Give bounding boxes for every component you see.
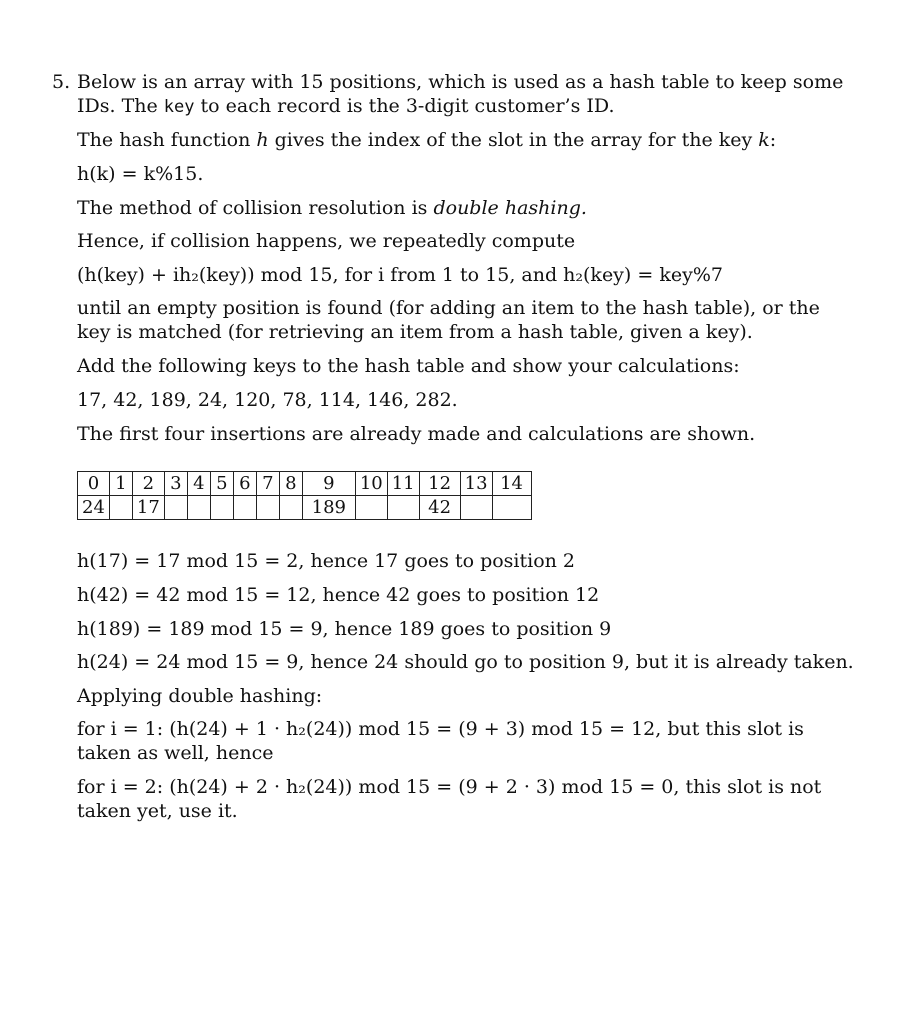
- value-cell: [460, 496, 492, 520]
- value-cell: [355, 496, 387, 520]
- value-cell: [256, 496, 279, 520]
- calc-h24: h(24) = 24 mod 15 = 9, hence 24 should go to position 9, but it is already taken.: [77, 651, 854, 673]
- calc-i1-line-1: for i = 1: (h(24) + 1 · h₂(24)) mod 15 = (9 + 3) mod 15 = 12, but this slot is: [77, 718, 804, 740]
- index-cell: 12: [419, 472, 460, 496]
- value-cell: 24: [78, 496, 110, 520]
- index-cell: 8: [279, 472, 302, 496]
- value-cell: [492, 496, 531, 520]
- index-cell: 0: [78, 472, 110, 496]
- value-cell: [164, 496, 187, 520]
- until-line-1: until an empty position is found (for adding an item to the hash table), or the: [77, 297, 820, 319]
- calc-i2-line-2: taken yet, use it.: [77, 800, 238, 822]
- hash-table-index-row: [78, 472, 532, 496]
- index-cell: 4: [187, 472, 210, 496]
- double-hash-formula: (h(key) + ih₂(key)) mod 15, for i from 1 to 15, and h₂(key) = key%7: [77, 264, 723, 286]
- value-cell: 42: [419, 496, 460, 520]
- question-number: 5.: [52, 71, 71, 93]
- hash-table: [77, 471, 532, 520]
- hash-fn-k: k: [758, 129, 770, 151]
- until-line-2: key is matched (for retrieving an item from a hash table, given a key).: [77, 321, 753, 343]
- index-cell: 7: [256, 472, 279, 496]
- collision-pre: The method of collision resolution is: [77, 197, 434, 219]
- hence-line: Hence, if collision happens, we repeatedly compute: [77, 230, 576, 252]
- intro-line-2-pre: IDs. The: [77, 95, 164, 117]
- calc-i1-line-2: taken as well, hence: [77, 742, 274, 764]
- index-cell: 10: [355, 472, 387, 496]
- index-cell: 14: [492, 472, 531, 496]
- intro-line-2: [77, 94, 614, 119]
- index-cell: 3: [164, 472, 187, 496]
- hash-function-sentence: [77, 128, 776, 152]
- index-cell: 2: [132, 472, 164, 496]
- value-cell: 189: [302, 496, 355, 520]
- value-cell: [210, 496, 233, 520]
- calc-h189: h(189) = 189 mod 15 = 9, hence 189 goes to position 9: [77, 618, 612, 640]
- value-cell: [387, 496, 419, 520]
- calc-h42: h(42) = 42 mod 15 = 12, hence 42 goes to position 12: [77, 584, 600, 606]
- hash-fn-mid: gives the index of the slot in the array for the key: [268, 129, 759, 151]
- first-four-note: The first four insertions are already made and calculations are shown.: [77, 423, 756, 445]
- index-cell: 5: [210, 472, 233, 496]
- hash-formula: h(k) = k%15.: [77, 163, 204, 185]
- intro-line-1: Below is an array with 15 positions, which is used as a hash table to keep some: [77, 71, 844, 93]
- index-cell: 11: [387, 472, 419, 496]
- index-cell: 6: [233, 472, 256, 496]
- key-keyword: key: [163, 97, 195, 117]
- value-cell: [109, 496, 132, 520]
- value-cell: [279, 496, 302, 520]
- intro-line-2-post: to each record is the 3-digit customer’s ID.: [194, 95, 615, 117]
- value-cell: 17: [132, 496, 164, 520]
- calc-h17: h(17) = 17 mod 15 = 2, hence 17 goes to position 2: [77, 550, 576, 572]
- value-cell: [187, 496, 210, 520]
- collision-sentence: [77, 196, 587, 220]
- index-cell: 1: [109, 472, 132, 496]
- hash-fn-pre: The hash function: [77, 129, 257, 151]
- hash-fn-post: :: [769, 129, 777, 151]
- applying-double-hashing: Applying double hashing:: [77, 685, 323, 707]
- index-cell: 13: [460, 472, 492, 496]
- index-cell: 9: [302, 472, 355, 496]
- collision-method: double hashing.: [433, 197, 587, 219]
- add-keys-instruction: Add the following keys to the hash table and show your calculations:: [77, 355, 740, 377]
- keys-list: 17, 42, 189, 24, 120, 78, 114, 146, 282.: [77, 389, 458, 411]
- hash-table-value-row: [78, 496, 532, 520]
- value-cell: [233, 496, 256, 520]
- calc-i2-line-1: for i = 2: (h(24) + 2 · h₂(24)) mod 15 = (9 + 2 · 3) mod 15 = 0, this slot is not: [77, 776, 822, 798]
- hash-fn-h: h: [256, 129, 269, 151]
